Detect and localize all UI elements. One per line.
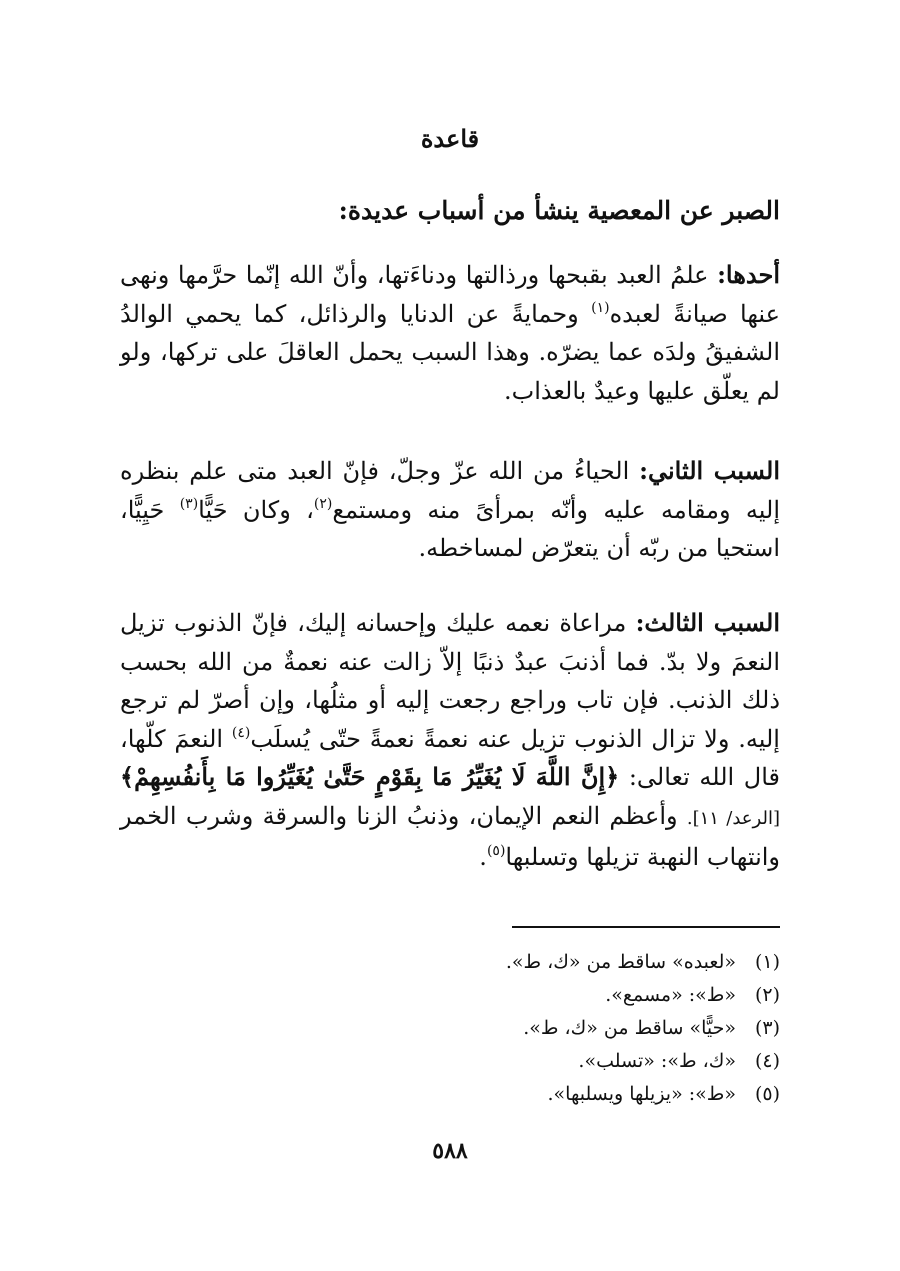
footnote-text: «ط»: «مسمع».: [605, 984, 736, 1006]
footnote-item: [120, 1045, 780, 1078]
paragraph-third-cause: [120, 604, 780, 877]
quran-verse: ﴿إِنَّ اللَّهَ لَا يُغَيِّرُ مَا بِقَوْمٍ حَتَّىٰ يُغَيِّرُوا مَا بِأَنفُسِهِمْ﴾: [120, 762, 620, 791]
page-number: ٥٨٨: [432, 1138, 468, 1164]
footnote-number: (٥): [754, 1083, 780, 1105]
footnote-number: (٣): [754, 1017, 780, 1039]
paragraph-text: .: [479, 843, 487, 871]
footnote-item: [120, 1078, 780, 1111]
paragraph-text: الحياءُ من الله عزّ وجلّ، فإنّ العبد متى علم بنظره إليه ومقامه عليه وأنّه بمرأىً منه ومستمع: [120, 457, 780, 524]
footnote-number: (١): [754, 951, 780, 973]
footnote-text: «حيًّا» ساقط من «ك، ط».: [523, 1017, 736, 1039]
paragraph-text: وأعظم النعم الإيمان، وذنبُ الزنا والسرقة وشرب الخمر وانتهاب النهبة تزيلها وتسلبها: [120, 801, 780, 871]
footnote-number: (٢): [754, 984, 780, 1006]
footnotes-list: [120, 946, 780, 1111]
footnote-item: [120, 979, 780, 1012]
paragraph-text: علمُ العبد بقبحها ورذالتها ودناءَتها، وأنّ الله إنّما حرَّمها ونهى عنها صيانةً لعبده: [120, 261, 780, 328]
page-title: قاعدة: [420, 124, 480, 153]
footnote-text: «ط»: «يزيلها ويسلبها».: [547, 1083, 736, 1105]
footnote-divider: [512, 926, 780, 928]
paragraph-lead: السبب الثاني:: [639, 456, 780, 485]
footnote-item: [120, 1012, 780, 1045]
footnote-ref[interactable]: (٥): [486, 843, 506, 859]
verse-citation: [الرعد/ ١١].: [686, 807, 780, 829]
section-heading: الصبر عن المعصية ينشأ من أسباب عديدة:: [338, 196, 780, 225]
paragraph-text: مراعاة نعمه عليك وإحسانه إليك، فإنّ الذنوب تزيل النعمَ ولا بدّ. فما أذنبَ عبدٌ ذنبًا إلاّ زالت عنه نعمةٌ من الله بحسب ذلك الذنب. فإن تاب وراجع رجعت إليه أو مثلُها، وإن أصرّ لم ترجع إليه. ولا تزال الذنوب تزيل عنه نعمةً نعمةً حتّى يُسلَب: [120, 609, 780, 753]
footnote-ref[interactable]: (١): [591, 299, 610, 316]
footnote-ref[interactable]: (٤): [231, 724, 251, 741]
footnote-ref[interactable]: (٢): [313, 495, 333, 512]
footnote-item: [120, 946, 780, 979]
paragraph-lead: السبب الثالث:: [635, 608, 780, 637]
paragraph-text: حَيِيًّا، استحيا من ربّه أن يتعرّض لمساخطه.: [120, 495, 780, 562]
footnote-text: «لعبده» ساقط من «ك، ط».: [505, 951, 736, 973]
paragraph-second-cause: [120, 452, 780, 568]
paragraph-text: وحمايةً عن الدنايا والرذائل، كما يحمي الوالدُ الشفيقُ ولدَه عما يضرّه. وهذا السبب يحمل العاقلَ على تركها، ولو لم يعلّق عليها وعيدٌ بالعذاب.: [120, 299, 780, 405]
paragraph-text: النعمَ كلّها، قال الله تعالى:: [120, 724, 780, 791]
paragraph-lead: أحدها:: [717, 260, 780, 289]
footnote-text: «ك، ط»: «تسلب».: [578, 1050, 736, 1072]
paragraph-first-cause: [120, 256, 780, 410]
footnote-number: (٤): [754, 1050, 780, 1072]
footnote-ref[interactable]: (٣): [179, 495, 199, 512]
book-page: [120, 0, 780, 1271]
paragraph-text: ، وكان حَيًّا: [198, 495, 314, 524]
